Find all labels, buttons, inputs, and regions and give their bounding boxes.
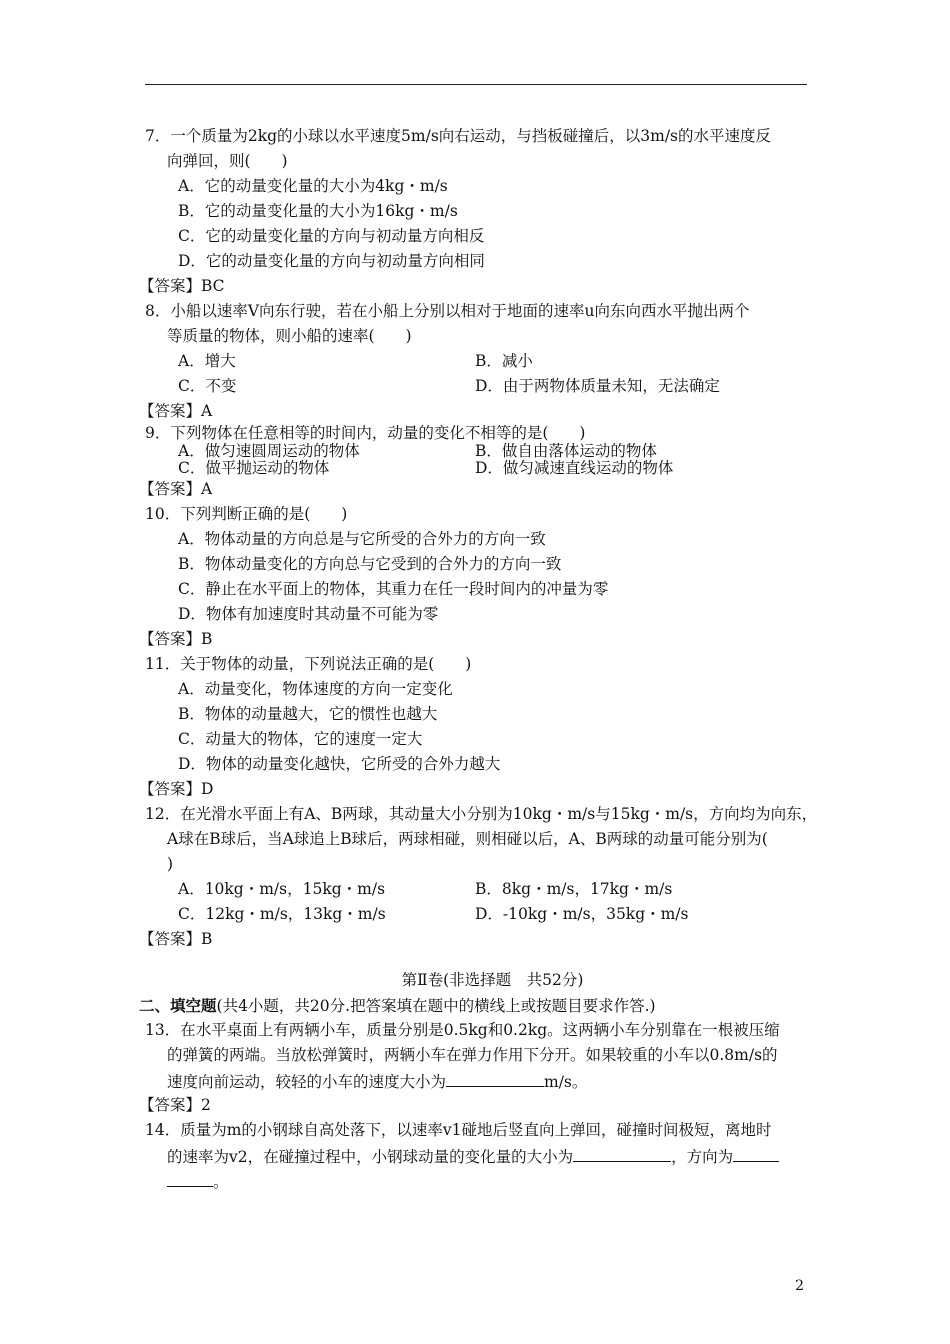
question-12 xyxy=(139,802,818,952)
question-text: ) xyxy=(167,855,174,873)
option-d: D．-10kg・m/s，35kg・m/s xyxy=(475,905,689,923)
option-b: B．它的动量变化量的大小为16kg・m/s xyxy=(178,202,458,220)
question-14 xyxy=(145,1118,810,1193)
section-heading-bold: 二、填空题 xyxy=(139,996,217,1015)
answer-blank-direction[interactable] xyxy=(733,1143,779,1162)
question-text: 10．下列判断正确的是( ) xyxy=(145,505,348,523)
page-content xyxy=(139,124,818,1193)
answer: 【答案】B xyxy=(139,630,213,648)
question-text-part: 。 xyxy=(213,1173,229,1191)
option-a: A．做匀速圆周运动的物体 xyxy=(178,442,360,460)
question-text-part: ，方向为 xyxy=(671,1148,734,1166)
question-text: 的弹簧的两端。当放松弹簧时，两辆小车在弹力作用下分开。如果较重的小车以0.8m/s的 xyxy=(167,1046,778,1064)
answer: 【答案】A xyxy=(139,480,213,498)
question-text: 7．一个质量为2kg的小球以水平速度5m/s向右运动，与挡板碰撞后，以3m/s的水平速度反 xyxy=(145,127,772,145)
question-11 xyxy=(139,652,810,802)
option-b: B．减小 xyxy=(475,352,533,370)
header-rule xyxy=(145,84,807,85)
answer-blank-magnitude[interactable] xyxy=(573,1143,671,1162)
question-text-part: m/s。 xyxy=(544,1073,588,1091)
section-heading-note: (共4小题，共20分.把答案填在题中的横线上或按题目要求作答.) xyxy=(216,997,656,1015)
question-text: 等质量的物体，则小船的速率( ) xyxy=(167,327,412,345)
question-13 xyxy=(139,1018,810,1118)
option-a: A．增大 xyxy=(178,352,236,370)
question-text: 14．质量为m的小钢球自高处落下，以速率v1碰地后竖直向上弹回，碰撞时间极短，离地时 xyxy=(145,1121,772,1139)
answer: 【答案】BC xyxy=(139,277,225,295)
question-text: 向弹回，则( ) xyxy=(167,152,288,170)
section-heading xyxy=(139,993,810,1018)
option-c: C．12kg・m/s，13kg・m/s xyxy=(178,905,386,923)
question-10 xyxy=(139,502,810,652)
question-text: 13．在水平桌面上有两辆小车，质量分别是0.5kg和0.2kg。这两辆小车分别靠在一根被压缩 xyxy=(145,1021,780,1039)
question-9 xyxy=(139,424,810,502)
question-text xyxy=(145,1143,810,1168)
answer-blank[interactable] xyxy=(446,1068,544,1087)
option-b: B．8kg・m/s，17kg・m/s xyxy=(475,880,673,898)
option-b: B．做自由落体运动的物体 xyxy=(475,442,657,460)
question-text: 11．关于物体的动量，下列说法正确的是( ) xyxy=(145,655,472,673)
option-a: A．物体动量的方向总是与它所受的合外力的方向一致 xyxy=(178,530,546,548)
option-d: D．物体有加速度时其动量不可能为零 xyxy=(178,605,439,623)
page-number: 2 xyxy=(795,1278,804,1294)
question-text-part: 速度向前运动，较轻的小车的速度大小为 xyxy=(167,1073,447,1091)
option-d: D．物体的动量变化越快，它所受的合外力越大 xyxy=(178,755,501,773)
question-7 xyxy=(139,124,810,299)
option-d: D．由于两物体质量未知，无法确定 xyxy=(475,377,720,395)
question-8 xyxy=(139,299,810,424)
answer-blank-direction-cont[interactable] xyxy=(167,1168,213,1187)
question-text: 9．下列物体在任意相等的时间内，动量的变化不相等的是( ) xyxy=(145,424,586,442)
question-text xyxy=(145,1068,810,1093)
option-a: A．10kg・m/s，15kg・m/s xyxy=(178,880,386,898)
question-text-part: 的速率为v2，在碰撞过程中，小钢球动量的变化量的大小为 xyxy=(167,1148,574,1166)
option-d: D．做匀减速直线运动的物体 xyxy=(475,459,674,477)
option-a: A．它的动量变化量的大小为4kg・m/s xyxy=(178,177,448,195)
section-title: 第Ⅱ卷(非选择题 共52分) xyxy=(401,971,584,989)
option-c: C．静止在水平面上的物体，其重力在任一段时间内的冲量为零 xyxy=(178,580,609,598)
option-c: C．不变 xyxy=(178,377,237,395)
option-c: C．动量大的物体，它的速度一定大 xyxy=(178,730,423,748)
answer: 【答案】B xyxy=(139,930,213,948)
option-c: C．它的动量变化量的方向与初动量方向相反 xyxy=(178,227,485,245)
option-a: A．动量变化，物体速度的方向一定变化 xyxy=(178,680,453,698)
option-c: C．做平抛运动的物体 xyxy=(178,459,330,477)
question-text: A球在B球后，当A球追上B球后，两球相碰，则相碰以后，A、B两球的动量可能分别为( xyxy=(167,830,768,848)
answer: 【答案】2 xyxy=(139,1096,211,1114)
question-text xyxy=(145,1168,810,1193)
answer: 【答案】D xyxy=(139,780,214,798)
question-text: 8．小船以速率V向东行驶，若在小船上分别以相对于地面的速率u向东向西水平抛出两个 xyxy=(145,302,750,320)
option-d: D．它的动量变化量的方向与初动量方向相同 xyxy=(178,252,485,270)
option-b: B．物体动量变化的方向总与它受到的合外力的方向一致 xyxy=(178,555,562,573)
answer: 【答案】A xyxy=(139,402,213,420)
question-text: 12．在光滑水平面上有A、B两球，其动量大小分别为10kg・m/s与15kg・m/s，方向均为向东， xyxy=(145,805,818,823)
option-b: B．物体的动量越大，它的惯性也越大 xyxy=(178,705,438,723)
